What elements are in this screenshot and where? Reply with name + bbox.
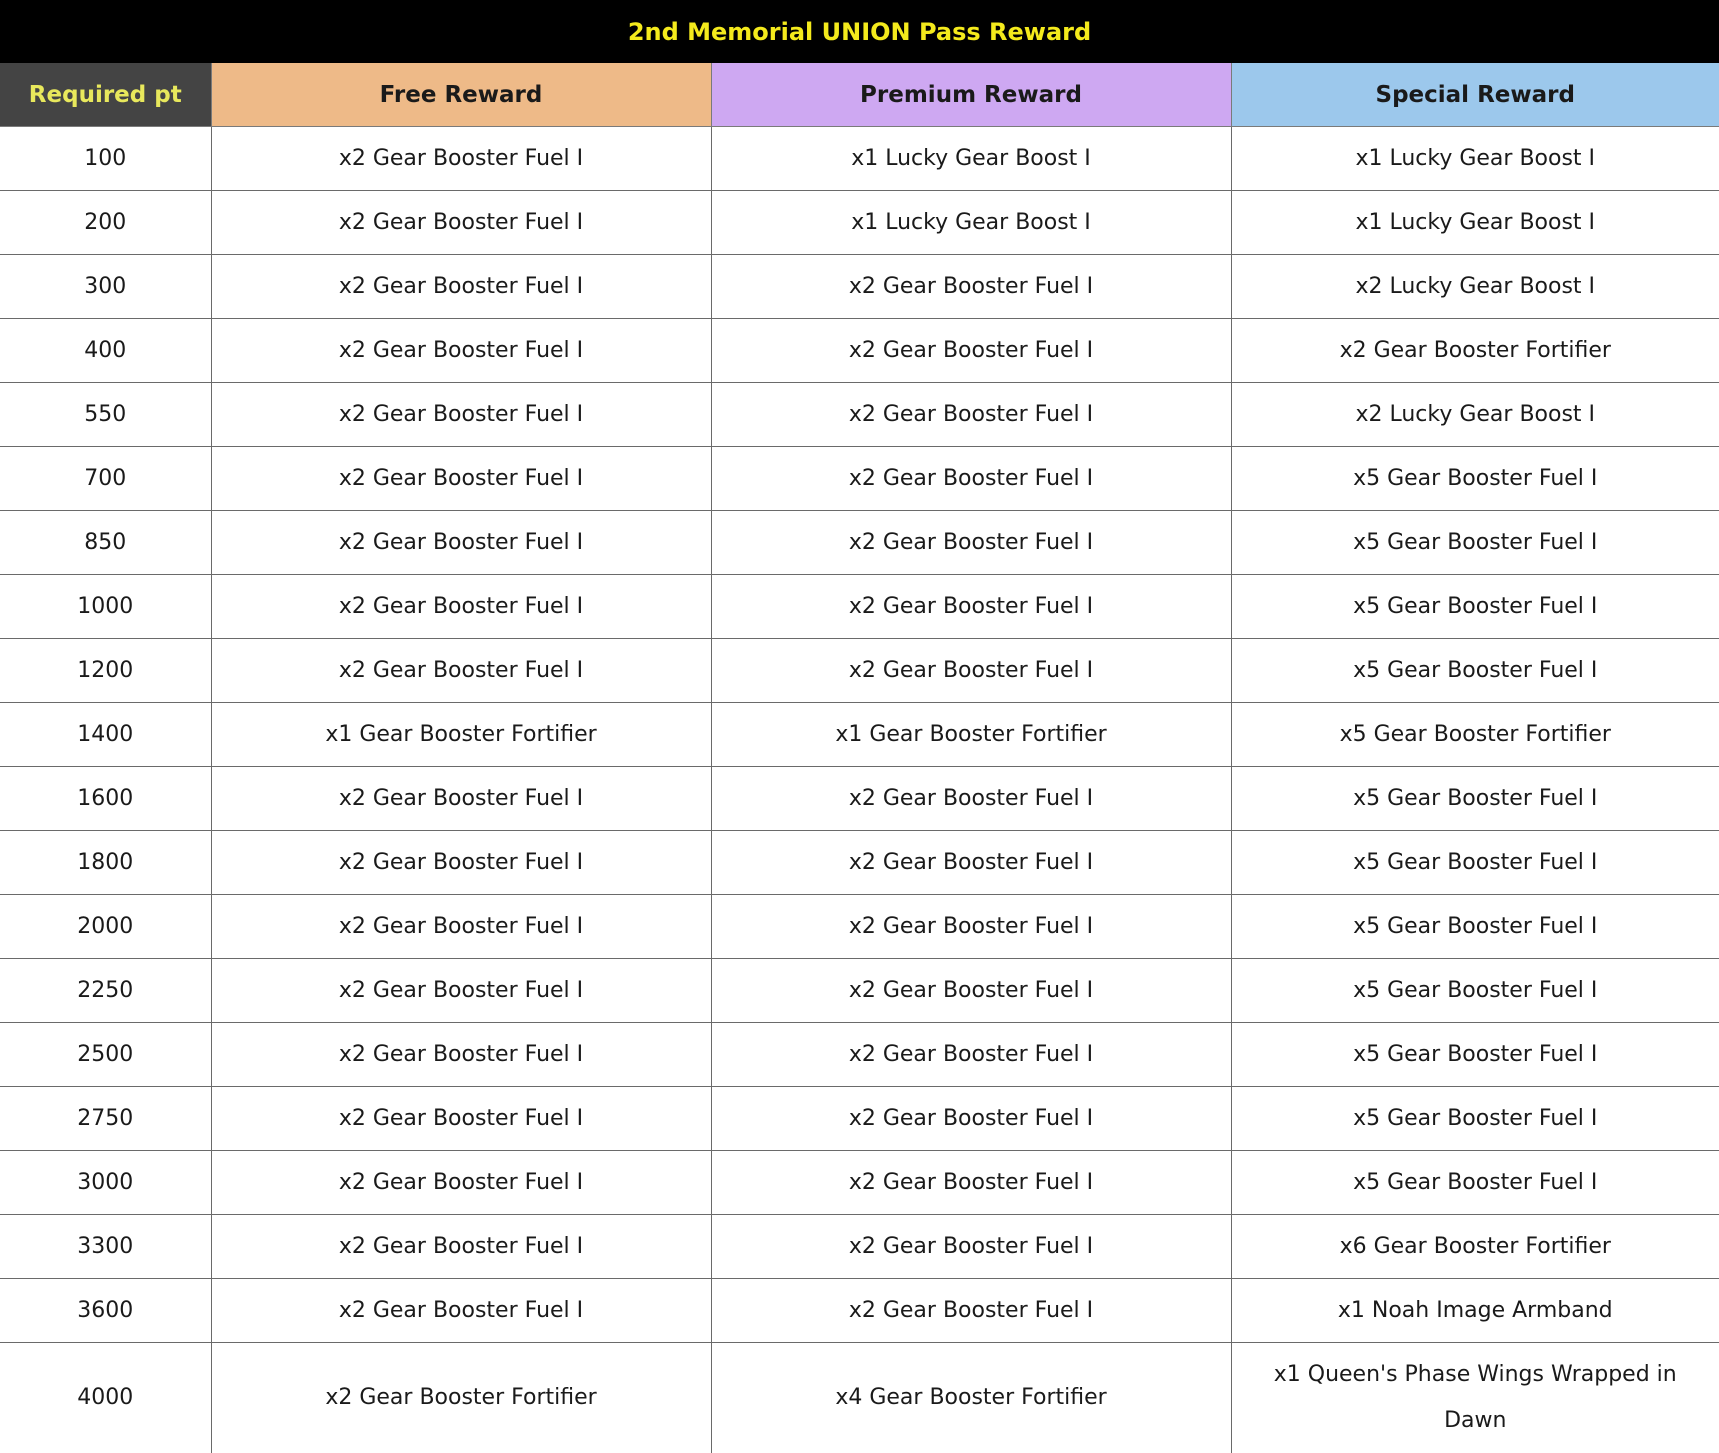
- cell-required-pt: 3600: [0, 1279, 211, 1343]
- table-row: [0, 575, 1719, 639]
- cell-free-reward: x2 Gear Booster Fuel I: [211, 319, 711, 383]
- cell-free-reward: x2 Gear Booster Fuel I: [211, 575, 711, 639]
- table-row: [0, 319, 1719, 383]
- cell-required-pt: 2000: [0, 895, 211, 959]
- cell-premium-reward: x1 Gear Booster Fortifier: [711, 703, 1231, 767]
- cell-premium-reward: x2 Gear Booster Fuel I: [711, 895, 1231, 959]
- cell-premium-reward: x4 Gear Booster Fortifier: [711, 1343, 1231, 1453]
- cell-free-reward: x2 Gear Booster Fuel I: [211, 255, 711, 319]
- cell-required-pt: 100: [0, 127, 211, 191]
- table-row: [0, 1215, 1719, 1279]
- cell-special-reward: x5 Gear Booster Fuel I: [1231, 1023, 1719, 1087]
- cell-premium-reward: x2 Gear Booster Fuel I: [711, 255, 1231, 319]
- table-row: [0, 255, 1719, 319]
- table-row: [0, 127, 1719, 191]
- cell-premium-reward: x2 Gear Booster Fuel I: [711, 447, 1231, 511]
- cell-required-pt: 700: [0, 447, 211, 511]
- cell-premium-reward: x2 Gear Booster Fuel I: [711, 1279, 1231, 1343]
- table-row: [0, 447, 1719, 511]
- table-title: 2nd Memorial UNION Pass Reward: [0, 0, 1719, 63]
- cell-free-reward: x2 Gear Booster Fuel I: [211, 191, 711, 255]
- cell-required-pt: 1200: [0, 639, 211, 703]
- cell-free-reward: x2 Gear Booster Fuel I: [211, 511, 711, 575]
- header-row: [0, 63, 1719, 127]
- cell-free-reward: x2 Gear Booster Fuel I: [211, 127, 711, 191]
- cell-required-pt: 2500: [0, 1023, 211, 1087]
- cell-premium-reward: x1 Lucky Gear Boost I: [711, 191, 1231, 255]
- cell-special-reward: x5 Gear Booster Fuel I: [1231, 1087, 1719, 1151]
- cell-free-reward: x1 Gear Booster Fortifier: [211, 703, 711, 767]
- cell-required-pt: 2250: [0, 959, 211, 1023]
- table-row: [0, 831, 1719, 895]
- table-row: [0, 1023, 1719, 1087]
- cell-free-reward: x2 Gear Booster Fuel I: [211, 767, 711, 831]
- table-row: [0, 639, 1719, 703]
- cell-required-pt: 1400: [0, 703, 211, 767]
- cell-special-reward: x5 Gear Booster Fuel I: [1231, 767, 1719, 831]
- table-row: [0, 1343, 1719, 1453]
- cell-free-reward: x2 Gear Booster Fuel I: [211, 639, 711, 703]
- cell-free-reward: x2 Gear Booster Fuel I: [211, 1023, 711, 1087]
- cell-special-reward: x5 Gear Booster Fuel I: [1231, 511, 1719, 575]
- table-row: [0, 1151, 1719, 1215]
- cell-special-reward: x5 Gear Booster Fuel I: [1231, 831, 1719, 895]
- cell-premium-reward: x2 Gear Booster Fuel I: [711, 1087, 1231, 1151]
- cell-premium-reward: x2 Gear Booster Fuel I: [711, 959, 1231, 1023]
- header-free-reward: Free Reward: [211, 63, 711, 127]
- cell-required-pt: 550: [0, 383, 211, 447]
- cell-special-reward: x5 Gear Booster Fuel I: [1231, 575, 1719, 639]
- cell-premium-reward: x2 Gear Booster Fuel I: [711, 383, 1231, 447]
- cell-free-reward: x2 Gear Booster Fuel I: [211, 1087, 711, 1151]
- table-row: [0, 1087, 1719, 1151]
- cell-special-reward: x1 Noah Image Armband: [1231, 1279, 1719, 1343]
- table-body: [0, 127, 1719, 1453]
- cell-premium-reward: x2 Gear Booster Fuel I: [711, 575, 1231, 639]
- cell-premium-reward: x2 Gear Booster Fuel I: [711, 639, 1231, 703]
- cell-free-reward: x2 Gear Booster Fuel I: [211, 383, 711, 447]
- cell-special-reward: x1 Lucky Gear Boost I: [1231, 191, 1719, 255]
- cell-special-reward: x6 Gear Booster Fortifier: [1231, 1215, 1719, 1279]
- cell-premium-reward: x2 Gear Booster Fuel I: [711, 511, 1231, 575]
- table-row: [0, 511, 1719, 575]
- table-row: [0, 767, 1719, 831]
- header-special-reward: Special Reward: [1231, 63, 1719, 127]
- table-header: [0, 63, 1719, 127]
- cell-special-reward: x2 Gear Booster Fortifier: [1231, 319, 1719, 383]
- cell-free-reward: x2 Gear Booster Fortifier: [211, 1343, 711, 1453]
- cell-premium-reward: x2 Gear Booster Fuel I: [711, 831, 1231, 895]
- cell-special-reward: x5 Gear Booster Fuel I: [1231, 959, 1719, 1023]
- cell-free-reward: x2 Gear Booster Fuel I: [211, 1151, 711, 1215]
- cell-free-reward: x2 Gear Booster Fuel I: [211, 447, 711, 511]
- cell-special-reward: x5 Gear Booster Fuel I: [1231, 895, 1719, 959]
- cell-special-reward: x2 Lucky Gear Boost I: [1231, 383, 1719, 447]
- cell-free-reward: x2 Gear Booster Fuel I: [211, 959, 711, 1023]
- cell-required-pt: 1600: [0, 767, 211, 831]
- cell-free-reward: x2 Gear Booster Fuel I: [211, 831, 711, 895]
- cell-special-reward: x5 Gear Booster Fuel I: [1231, 639, 1719, 703]
- table-row: [0, 383, 1719, 447]
- table-row: [0, 895, 1719, 959]
- cell-premium-reward: x2 Gear Booster Fuel I: [711, 1215, 1231, 1279]
- cell-premium-reward: x2 Gear Booster Fuel I: [711, 1023, 1231, 1087]
- cell-special-reward: x1 Lucky Gear Boost I: [1231, 127, 1719, 191]
- cell-free-reward: x2 Gear Booster Fuel I: [211, 895, 711, 959]
- cell-special-reward: x5 Gear Booster Fuel I: [1231, 447, 1719, 511]
- header-premium-reward: Premium Reward: [711, 63, 1231, 127]
- cell-required-pt: 3000: [0, 1151, 211, 1215]
- cell-special-reward: x5 Gear Booster Fuel I: [1231, 1151, 1719, 1215]
- cell-premium-reward: x1 Lucky Gear Boost I: [711, 127, 1231, 191]
- cell-required-pt: 1800: [0, 831, 211, 895]
- table-row: [0, 959, 1719, 1023]
- cell-special-reward: x1 Queen's Phase Wings Wrapped in Dawn: [1231, 1343, 1719, 1453]
- cell-required-pt: 4000: [0, 1343, 211, 1453]
- table-row: [0, 1279, 1719, 1343]
- cell-special-reward: x2 Lucky Gear Boost I: [1231, 255, 1719, 319]
- cell-required-pt: 1000: [0, 575, 211, 639]
- reward-table: [0, 63, 1719, 1453]
- cell-premium-reward: x2 Gear Booster Fuel I: [711, 319, 1231, 383]
- cell-premium-reward: x2 Gear Booster Fuel I: [711, 767, 1231, 831]
- cell-free-reward: x2 Gear Booster Fuel I: [211, 1215, 711, 1279]
- cell-required-pt: 400: [0, 319, 211, 383]
- cell-required-pt: 200: [0, 191, 211, 255]
- table-row: [0, 703, 1719, 767]
- header-required-pt: Required pt: [0, 63, 211, 127]
- cell-required-pt: 2750: [0, 1087, 211, 1151]
- cell-premium-reward: x2 Gear Booster Fuel I: [711, 1151, 1231, 1215]
- cell-required-pt: 3300: [0, 1215, 211, 1279]
- table-row: [0, 191, 1719, 255]
- cell-required-pt: 850: [0, 511, 211, 575]
- cell-free-reward: x2 Gear Booster Fuel I: [211, 1279, 711, 1343]
- cell-required-pt: 300: [0, 255, 211, 319]
- cell-special-reward: x5 Gear Booster Fortifier: [1231, 703, 1719, 767]
